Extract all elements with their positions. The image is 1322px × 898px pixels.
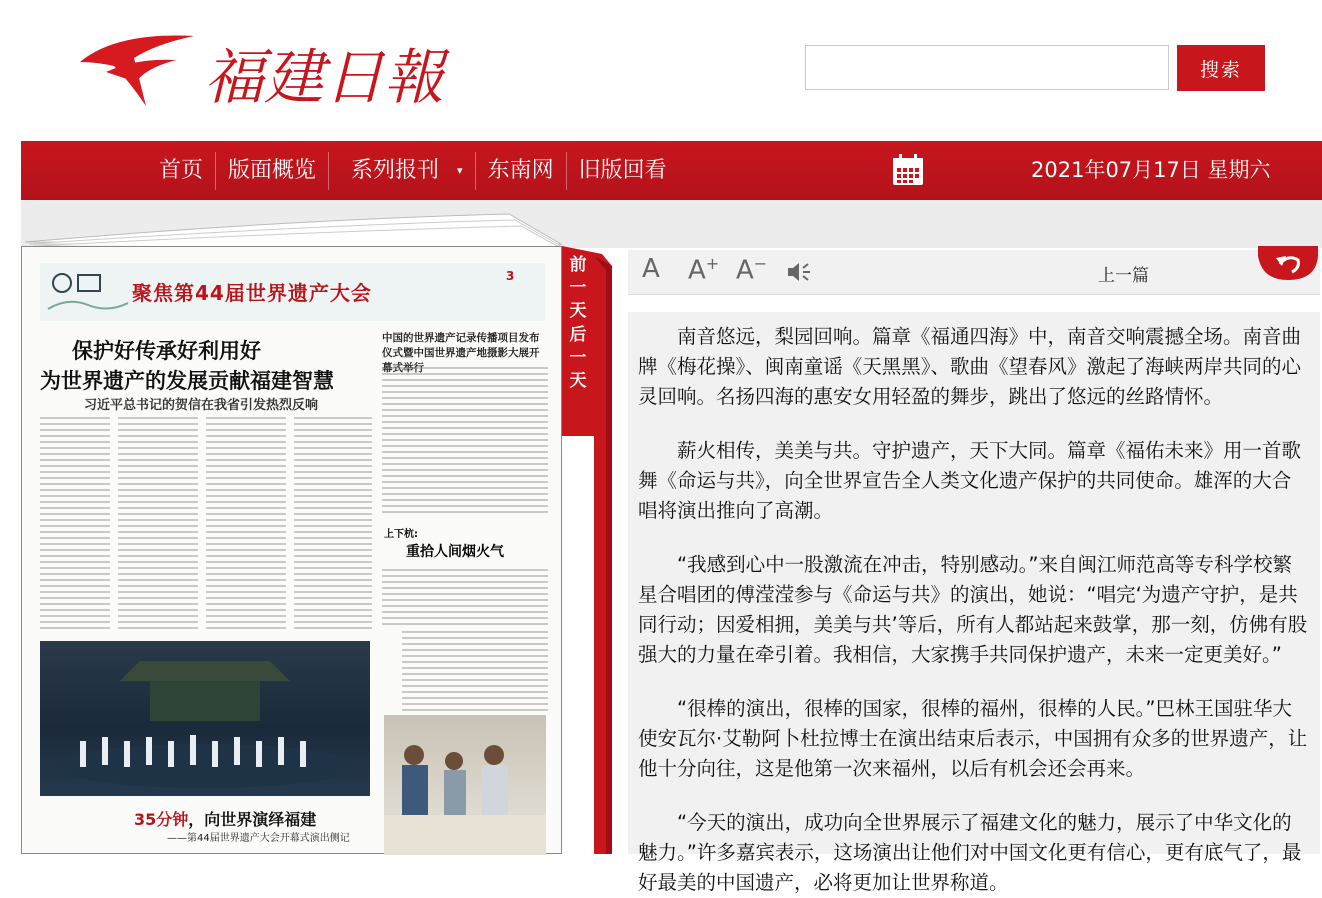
prev-day-label: 前一天 <box>569 255 587 321</box>
minus-icon: − <box>753 254 768 273</box>
np-heritage-photo <box>384 715 546 855</box>
font-reset-label: A <box>642 254 660 284</box>
font-increase-button[interactable] <box>688 254 719 286</box>
current-date: 2021年07月17日 星期六 <box>1031 158 1271 182</box>
next-day-label: 后一天 <box>569 325 587 391</box>
logo-mark-icon <box>76 22 444 118</box>
search-button[interactable]: 搜索 <box>1177 45 1265 91</box>
np-banner: 聚焦第44届世界遗产大会 <box>132 281 372 305</box>
nav-old-version-label: 旧版回看 <box>578 158 667 183</box>
article-paragraph: 南音悠远，梨园回响。篇章《福通四海》中，南音交响震撼全场。南音曲牌《梅花操》、闽南童谣《天黑黑》、歌曲《望春风》激起了海峡两岸共同的心灵回响。名扬四海的惠安女用轻盈的舞步，跳出了悠远的丝路情怀。 <box>638 325 1302 408</box>
np-right-headline: 中国的世界遗产记录传播项目发布仪式暨中国世界遗产地摄影大展开幕式举行 <box>382 332 540 374</box>
np-page-number: 3 <box>506 269 515 283</box>
calendar-icon[interactable] <box>891 153 925 187</box>
np-text-column <box>294 417 372 632</box>
nav-series[interactable] <box>329 141 475 200</box>
nav-home-label: 首页 <box>159 158 204 183</box>
np-subhead: 习近平总书记的贺信在我省引发热烈反响 <box>84 398 319 413</box>
article-paragraph: “今天的演出，成功向全世界展示了福建文化的魅力，展示了中华文化的魅力。”许多嘉宾表示，这场演出让他们对中国文化更有信心，更有底气了，最好最美的中国遗产，必将更加让世界称道。 <box>638 811 1302 894</box>
nav-dongnan-label: 东南网 <box>487 158 554 183</box>
nav-overview-label: 版面概览 <box>228 158 317 183</box>
next-day-link[interactable] <box>562 324 594 393</box>
article-paragraph: 薪火相传，美美与共。守护遗产，天下大同。篇章《福佑未来》用一首歌舞《命运与共》，向全世界宣告全人类文化遗产保护的共同使命。雄浑的大合唱将演出推向了高潮。 <box>638 439 1302 522</box>
plus-icon: + <box>705 254 720 273</box>
day-nav-ribbon <box>562 246 612 854</box>
nav-old-version[interactable] <box>567 141 679 200</box>
nav-dongnan[interactable] <box>476 141 566 200</box>
reader-toolbar <box>628 250 1320 295</box>
search-input[interactable] <box>805 45 1169 90</box>
np-text-column <box>382 367 548 517</box>
np-bottom-subhead: ——第44届世界遗产大会开幕式演出侧记 <box>167 833 350 844</box>
np-performance-photo <box>40 641 370 796</box>
main-nav <box>21 141 1322 200</box>
back-return-icon[interactable] <box>1258 242 1318 282</box>
prev-day-link[interactable] <box>562 254 594 323</box>
caret-down-icon: ▾ <box>457 164 463 177</box>
np-text-column <box>40 417 110 632</box>
np-text-column <box>118 417 198 632</box>
article-paragraph: “我感到心中一股激流在冲击，特别感动。”来自闽江师范高等专科学校繁星合唱团的傅滢滢参与《命运与共》的演出，她说：“唱完‘为遗产守护，是共同行动；因爱相拥，美美与共’等后，所有人都站起来鼓掌，那一刻，仿佛有股强大的力量在牵引着。我相信，大家携手共同保护遗产，未来一定更美好。” <box>638 553 1308 666</box>
np-kicker: 上下杭: <box>384 529 418 540</box>
logo-text: 福建日報 <box>204 43 444 113</box>
nav-home[interactable] <box>147 141 215 200</box>
speaker-icon[interactable] <box>786 260 812 284</box>
newspaper-page-image[interactable] <box>21 246 562 854</box>
prev-article-link[interactable]: 上一篇 <box>1098 266 1149 286</box>
np-text-column <box>402 631 548 711</box>
paper-stack-decoration <box>21 200 1322 248</box>
np-text-column <box>206 417 286 632</box>
font-decrease-label: A <box>736 255 754 286</box>
np-bottom-headline-text: ，向世界演绎福建 <box>188 810 317 829</box>
fujian-daily-logo[interactable] <box>76 22 444 118</box>
nav-overview[interactable] <box>216 141 328 200</box>
font-reset-button[interactable] <box>642 254 660 284</box>
np-bottom-headline <box>134 807 316 830</box>
nav-series-label: 系列报刊 <box>351 158 440 183</box>
np-right-headline-2: 重拾人间烟火气 <box>406 544 504 560</box>
article-paragraph: “很棒的演出，很棒的国家，很棒的福州，很棒的人民。”巴林王国驻华大使安瓦尔·艾勒阿卜杜拉博士在演出结束后表示，中国拥有众多的世界遗产，让他十分向往，这是他第一次来福州，以后有机会还会再来。 <box>638 697 1308 780</box>
np-bottom-headline-num: 35分钟 <box>134 810 189 829</box>
np-headline-2: 为世界遗产的发展贡献福建智慧 <box>40 369 334 393</box>
heritage-emblem-icon <box>48 269 128 313</box>
font-increase-label: A <box>688 255 706 286</box>
font-decrease-button[interactable] <box>736 254 767 286</box>
np-text-column <box>382 569 548 625</box>
article-body <box>628 312 1320 894</box>
np-headline-1: 保护好传承好利用好 <box>72 339 261 363</box>
